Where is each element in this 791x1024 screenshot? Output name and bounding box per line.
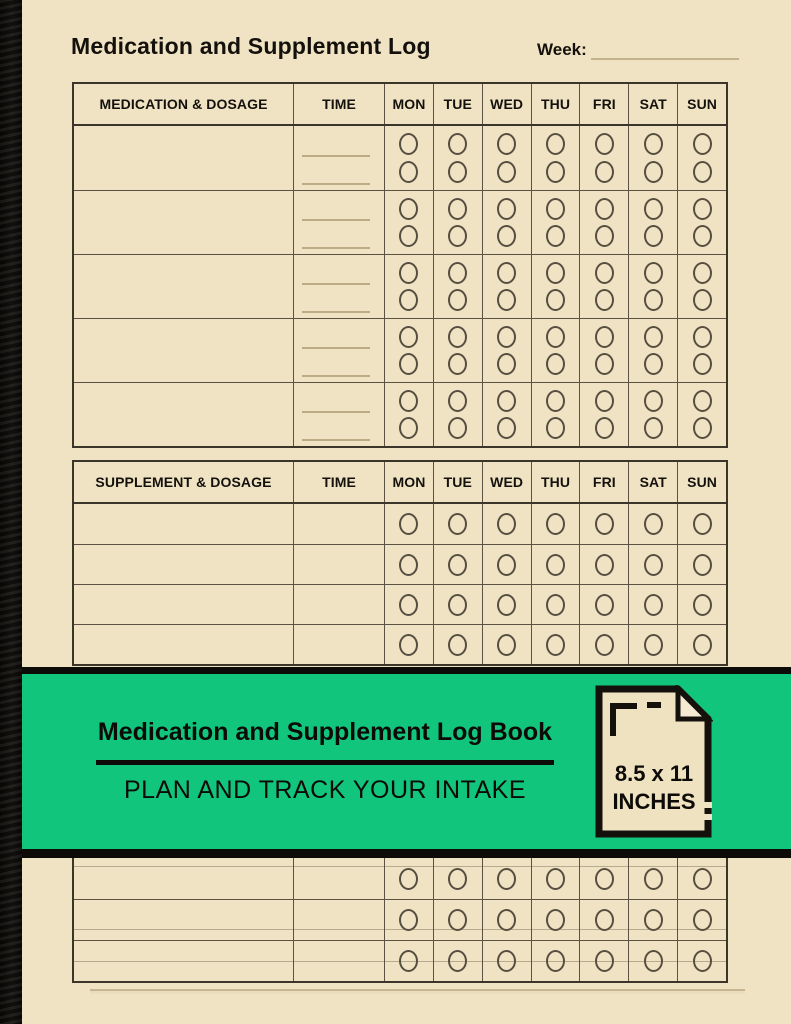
intake-circle	[546, 353, 565, 375]
banner-title: Medication and Supplement Log Book	[97, 718, 553, 746]
day-header-thu: THU	[531, 84, 580, 124]
intake-circle	[497, 554, 516, 576]
intake-circle	[595, 417, 614, 439]
day-header-sun: SUN	[677, 84, 726, 124]
day-header-tue: TUE	[433, 462, 482, 502]
day-intake-cell	[579, 126, 628, 190]
intake-circle	[497, 353, 516, 375]
day-intake-cell	[579, 858, 628, 899]
time-fill-line	[302, 183, 370, 185]
time-fill-line	[302, 283, 370, 285]
name-entry-cell	[74, 126, 293, 190]
day-intake-cell	[531, 900, 580, 940]
day-intake-cell	[433, 255, 482, 318]
intake-circle	[546, 417, 565, 439]
day-intake-cell	[628, 625, 677, 664]
day-header-sun: SUN	[677, 462, 726, 502]
day-intake-cell	[433, 126, 482, 190]
intake-circle	[693, 554, 712, 576]
intake-circle	[399, 513, 418, 535]
intake-circle	[644, 133, 663, 155]
time-fill-line	[302, 311, 370, 313]
day-intake-cell	[433, 319, 482, 382]
intake-circle	[399, 417, 418, 439]
intake-circle	[693, 634, 712, 656]
day-intake-cell	[384, 585, 433, 624]
intake-circle	[546, 634, 565, 656]
banner-text-block	[70, 674, 580, 849]
name-entry-cell	[74, 191, 293, 254]
intake-circle	[497, 390, 516, 412]
intake-circle	[448, 390, 467, 412]
day-intake-cell	[628, 504, 677, 544]
day-intake-cell	[531, 585, 580, 624]
continuation-rows	[74, 858, 726, 981]
intake-circle	[546, 326, 565, 348]
underlying-page-line	[73, 929, 726, 930]
day-intake-cell	[482, 585, 531, 624]
intake-circle	[693, 513, 712, 535]
medication-row	[74, 126, 726, 190]
intake-circle	[497, 634, 516, 656]
intake-circle	[448, 513, 467, 535]
intake-circle	[399, 161, 418, 183]
time-entry-cell	[293, 504, 384, 544]
time-entry-cell	[293, 585, 384, 624]
time-entry-cell	[293, 545, 384, 584]
day-intake-cell	[677, 858, 726, 899]
day-intake-cell	[628, 383, 677, 446]
intake-circle	[546, 554, 565, 576]
intake-circle	[644, 417, 663, 439]
day-intake-cell	[531, 858, 580, 899]
day-intake-cell	[677, 545, 726, 584]
day-intake-cell	[384, 900, 433, 940]
day-intake-cell	[579, 255, 628, 318]
day-intake-cell	[384, 858, 433, 899]
intake-circle	[399, 353, 418, 375]
intake-circle	[595, 554, 614, 576]
edge-notch-mark	[704, 802, 712, 808]
intake-circle	[497, 133, 516, 155]
intake-circle	[448, 594, 467, 616]
intake-circle	[644, 390, 663, 412]
time-entry-cell	[293, 383, 384, 446]
day-intake-cell	[677, 191, 726, 254]
day-intake-cell	[677, 625, 726, 664]
intake-circle	[497, 513, 516, 535]
page-size-icon	[594, 685, 713, 838]
day-intake-cell	[433, 545, 482, 584]
continuation-table	[72, 858, 728, 983]
time-slot	[302, 260, 370, 285]
time-entry-cell	[293, 191, 384, 254]
name-entry-cell	[74, 504, 293, 544]
banner-subtitle: PLAN AND TRACK YOUR INTAKE	[124, 776, 526, 804]
intake-circle	[595, 353, 614, 375]
day-intake-cell	[433, 625, 482, 664]
day-intake-cell	[579, 191, 628, 254]
intake-circle	[644, 353, 663, 375]
day-intake-cell	[482, 383, 531, 446]
name-entry-cell	[74, 319, 293, 382]
day-intake-cell	[579, 545, 628, 584]
day-intake-cell	[628, 255, 677, 318]
time-slot	[302, 159, 370, 185]
underlying-page-line	[73, 866, 726, 867]
day-intake-cell	[677, 126, 726, 190]
intake-circle	[693, 390, 712, 412]
medication-table-header	[74, 84, 726, 126]
intake-circle	[497, 417, 516, 439]
supplement-table	[72, 460, 728, 666]
name-entry-cell	[74, 858, 293, 899]
size-text-line1: 8.5 x 11	[614, 761, 694, 786]
day-intake-cell	[384, 383, 433, 446]
intake-circle	[693, 353, 712, 375]
intake-circle	[399, 289, 418, 311]
intake-circle	[595, 513, 614, 535]
intake-circle	[546, 513, 565, 535]
day-intake-cell	[579, 383, 628, 446]
supplement-dosage-column-header: SUPPLEMENT & DOSAGE	[95, 474, 272, 490]
supplement-row	[74, 584, 726, 624]
intake-circle	[546, 198, 565, 220]
day-intake-cell	[677, 504, 726, 544]
medication-rows	[74, 126, 726, 446]
time-fill-line	[302, 247, 370, 249]
intake-circle	[497, 161, 516, 183]
intake-circle	[644, 868, 663, 890]
intake-circle	[448, 262, 467, 284]
intake-circle	[693, 198, 712, 220]
day-intake-cell	[482, 126, 531, 190]
intake-circle	[595, 161, 614, 183]
intake-circle	[448, 417, 467, 439]
day-header-mon: MON	[384, 84, 433, 124]
day-intake-cell	[628, 126, 677, 190]
intake-circle	[595, 634, 614, 656]
name-entry-cell	[74, 900, 293, 940]
day-intake-cell	[384, 319, 433, 382]
intake-circle	[644, 161, 663, 183]
banner-divider	[96, 760, 554, 765]
intake-circle	[693, 161, 712, 183]
time-slot	[302, 324, 370, 349]
time-column-header: TIME	[293, 462, 384, 502]
week-fill-line	[591, 41, 739, 60]
intake-circle	[546, 868, 565, 890]
intake-circle	[399, 198, 418, 220]
intake-circle	[595, 198, 614, 220]
day-intake-cell	[433, 504, 482, 544]
intake-circle	[399, 262, 418, 284]
supplement-table-header	[74, 462, 726, 504]
medication-row	[74, 190, 726, 254]
intake-circle	[448, 326, 467, 348]
day-intake-cell	[384, 126, 433, 190]
intake-circle	[644, 262, 663, 284]
cover-banner	[22, 667, 791, 858]
time-entry-cell	[293, 900, 384, 940]
intake-circle	[497, 262, 516, 284]
intake-circle	[497, 289, 516, 311]
supplement-row	[74, 544, 726, 584]
intake-circle	[399, 554, 418, 576]
intake-circle	[595, 326, 614, 348]
intake-circle	[595, 868, 614, 890]
day-intake-cell	[482, 900, 531, 940]
intake-circle	[399, 133, 418, 155]
intake-circle	[546, 262, 565, 284]
time-fill-line	[302, 219, 370, 221]
intake-circle	[693, 594, 712, 616]
day-intake-cell	[628, 900, 677, 940]
intake-circle	[399, 634, 418, 656]
time-slot	[302, 352, 370, 377]
day-intake-cell	[628, 585, 677, 624]
day-header-fri: FRI	[579, 84, 628, 124]
medication-row	[74, 382, 726, 446]
continuation-row	[74, 858, 726, 899]
size-text-line2: INCHES	[612, 789, 696, 814]
time-entry-cell	[293, 625, 384, 664]
page-title: Medication and Supplement Log	[71, 33, 431, 59]
day-intake-cell	[482, 504, 531, 544]
underlying-page-line	[73, 961, 726, 962]
intake-circle	[399, 225, 418, 247]
continuation-row	[74, 899, 726, 940]
day-header-tue: TUE	[433, 84, 482, 124]
day-intake-cell	[579, 585, 628, 624]
intake-circle	[448, 909, 467, 931]
intake-circle	[448, 161, 467, 183]
intake-circle	[448, 198, 467, 220]
intake-circle	[644, 634, 663, 656]
intake-circle	[693, 262, 712, 284]
book-spine	[0, 0, 22, 1024]
time-slot	[302, 288, 370, 313]
day-intake-cell	[482, 625, 531, 664]
supplement-row	[74, 624, 726, 664]
intake-circle	[595, 133, 614, 155]
intake-circle	[595, 909, 614, 931]
time-slot	[302, 388, 370, 413]
day-intake-cell	[628, 545, 677, 584]
intake-circle	[497, 909, 516, 931]
intake-circle	[546, 225, 565, 247]
intake-circle	[644, 513, 663, 535]
day-intake-cell	[531, 504, 580, 544]
day-intake-cell	[531, 126, 580, 190]
day-intake-cell	[433, 191, 482, 254]
intake-circle	[497, 225, 516, 247]
day-intake-cell	[677, 900, 726, 940]
intake-circle	[497, 868, 516, 890]
name-entry-cell	[74, 255, 293, 318]
intake-circle	[448, 133, 467, 155]
week-label: Week:	[537, 40, 587, 59]
day-intake-cell	[531, 545, 580, 584]
medication-table	[72, 82, 728, 448]
day-header-sat: SAT	[628, 84, 677, 124]
intake-circle	[497, 326, 516, 348]
intake-circle	[399, 909, 418, 931]
time-column-header: TIME	[293, 84, 384, 124]
intake-circle	[595, 289, 614, 311]
name-entry-cell	[74, 625, 293, 664]
intake-circle	[399, 868, 418, 890]
name-entry-cell	[74, 585, 293, 624]
day-intake-cell	[579, 625, 628, 664]
name-entry-cell	[74, 545, 293, 584]
day-intake-cell	[384, 191, 433, 254]
time-entry-cell	[293, 858, 384, 899]
day-intake-cell	[482, 255, 531, 318]
intake-circle	[448, 289, 467, 311]
intake-circle	[546, 161, 565, 183]
intake-circle	[448, 868, 467, 890]
day-intake-cell	[482, 319, 531, 382]
day-intake-cell	[531, 383, 580, 446]
intake-circle	[448, 353, 467, 375]
day-intake-cell	[579, 504, 628, 544]
intake-circle	[595, 390, 614, 412]
intake-circle	[693, 225, 712, 247]
intake-circle	[644, 198, 663, 220]
day-intake-cell	[384, 625, 433, 664]
intake-circle	[546, 594, 565, 616]
day-intake-cell	[531, 255, 580, 318]
intake-circle	[546, 390, 565, 412]
day-intake-cell	[433, 900, 482, 940]
time-entry-cell	[293, 255, 384, 318]
day-intake-cell	[628, 319, 677, 382]
intake-circle	[448, 225, 467, 247]
day-header-sat: SAT	[628, 462, 677, 502]
day-intake-cell	[531, 191, 580, 254]
supplement-rows	[74, 504, 726, 664]
intake-circle	[546, 289, 565, 311]
intake-circle	[693, 326, 712, 348]
day-header-mon: MON	[384, 462, 433, 502]
intake-circle	[399, 326, 418, 348]
day-intake-cell	[628, 858, 677, 899]
day-intake-cell	[579, 900, 628, 940]
medication-dosage-column-header: MEDICATION & DOSAGE	[99, 96, 268, 112]
intake-circle	[546, 909, 565, 931]
supplement-row	[74, 504, 726, 544]
day-intake-cell	[677, 383, 726, 446]
time-slot	[302, 416, 370, 441]
intake-circle	[595, 262, 614, 284]
stacked-page-edge	[90, 989, 745, 994]
day-header-fri: FRI	[579, 462, 628, 502]
day-intake-cell	[677, 255, 726, 318]
intake-circle	[546, 133, 565, 155]
intake-circle	[399, 594, 418, 616]
time-fill-line	[302, 439, 370, 441]
day-intake-cell	[628, 191, 677, 254]
day-intake-cell	[433, 858, 482, 899]
intake-circle	[644, 289, 663, 311]
day-intake-cell	[531, 319, 580, 382]
intake-circle	[693, 289, 712, 311]
day-intake-cell	[384, 255, 433, 318]
time-fill-line	[302, 347, 370, 349]
day-intake-cell	[482, 545, 531, 584]
day-header-wed: WED	[482, 84, 531, 124]
time-entry-cell	[293, 319, 384, 382]
intake-circle	[497, 594, 516, 616]
day-intake-cell	[384, 545, 433, 584]
day-intake-cell	[677, 319, 726, 382]
time-fill-line	[302, 375, 370, 377]
intake-circle	[644, 326, 663, 348]
intake-circle	[644, 554, 663, 576]
intake-circle	[693, 868, 712, 890]
intake-circle	[497, 198, 516, 220]
intake-circle	[644, 909, 663, 931]
time-entry-cell	[293, 126, 384, 190]
time-slot	[302, 196, 370, 221]
intake-circle	[693, 417, 712, 439]
day-intake-cell	[433, 383, 482, 446]
name-entry-cell	[74, 383, 293, 446]
medication-row	[74, 318, 726, 382]
time-fill-line	[302, 411, 370, 413]
intake-circle	[644, 594, 663, 616]
page-fold-corner	[678, 689, 708, 719]
intake-circle	[644, 225, 663, 247]
day-intake-cell	[579, 319, 628, 382]
intake-circle	[693, 909, 712, 931]
day-header-wed: WED	[482, 462, 531, 502]
day-intake-cell	[677, 585, 726, 624]
medication-row	[74, 254, 726, 318]
day-intake-cell	[433, 585, 482, 624]
edge-notch-mark	[704, 814, 712, 820]
time-slot	[302, 224, 370, 249]
week-field	[537, 40, 739, 60]
intake-circle	[448, 634, 467, 656]
time-fill-line	[302, 155, 370, 157]
day-intake-cell	[482, 191, 531, 254]
day-intake-cell	[482, 858, 531, 899]
intake-circle	[399, 390, 418, 412]
day-header-thu: THU	[531, 462, 580, 502]
intake-circle	[448, 554, 467, 576]
intake-circle	[595, 594, 614, 616]
day-intake-cell	[384, 504, 433, 544]
intake-circle	[693, 133, 712, 155]
day-intake-cell	[531, 625, 580, 664]
time-slot	[302, 131, 370, 157]
intake-circle	[595, 225, 614, 247]
